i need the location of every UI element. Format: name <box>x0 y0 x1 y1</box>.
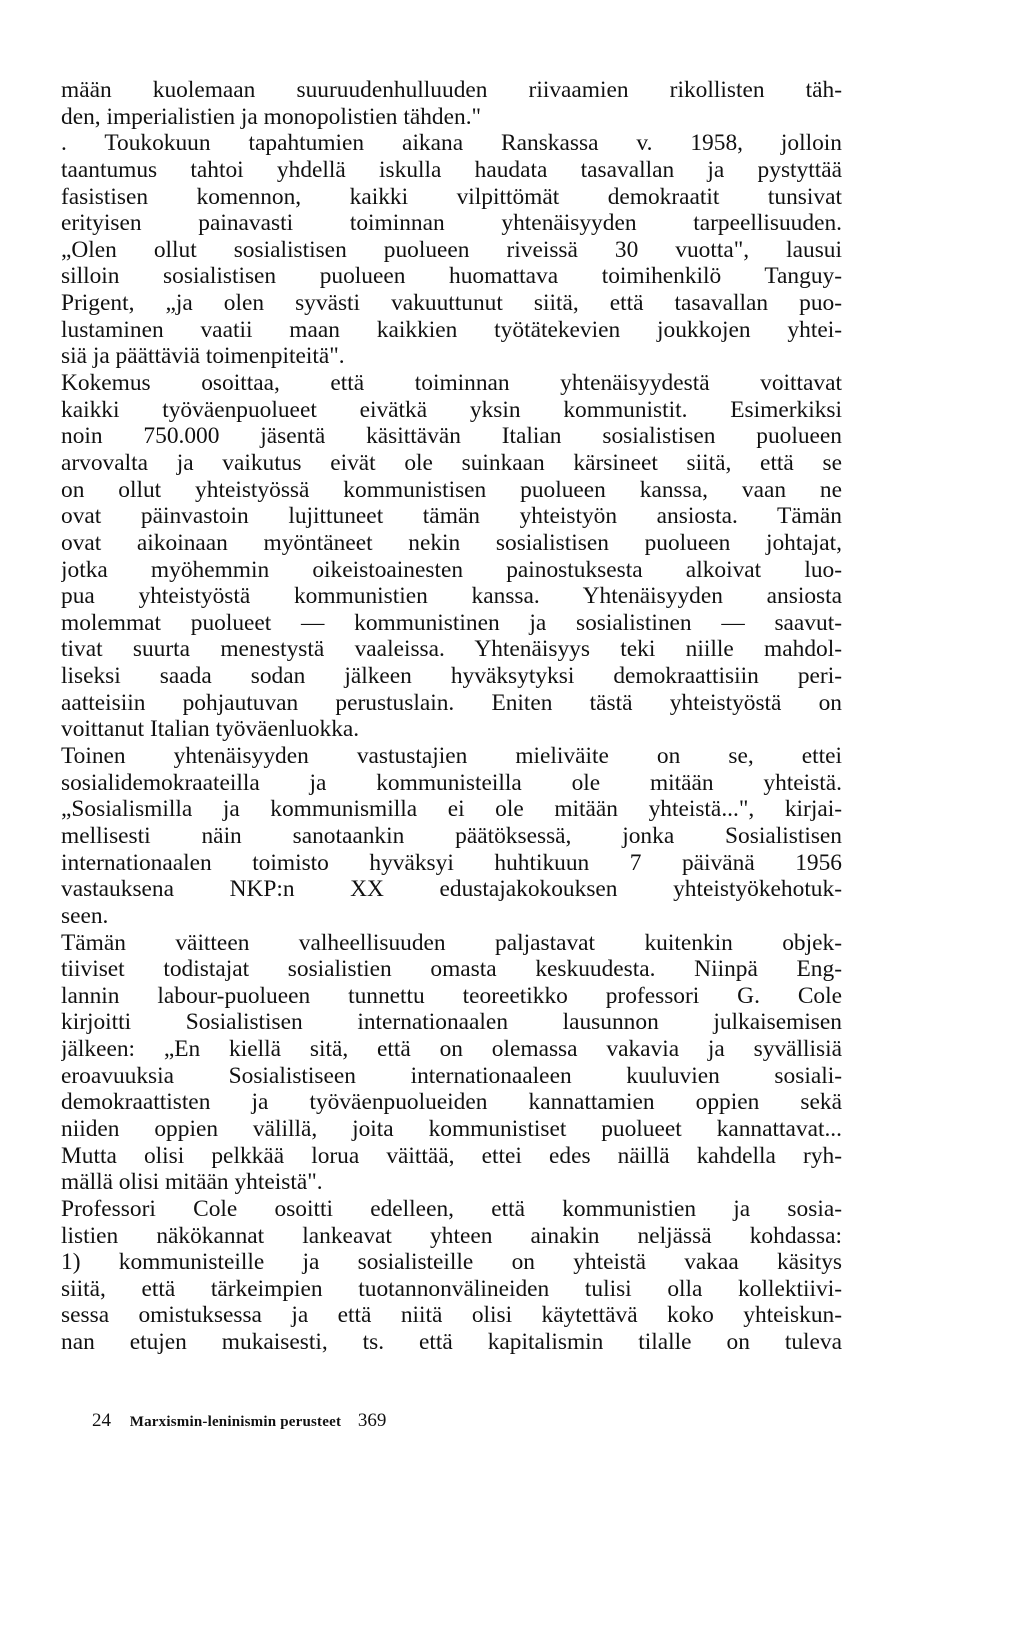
text-line: „Sosialismilla ja kommunismilla ei ole mitään yhteistä...", kirjai- <box>61 796 842 823</box>
text-line: fasistisen komennon, kaikki vilpittömät demokraatit tunsivat <box>61 183 842 210</box>
text-line: sessa omistuksessa ja että niitä olisi käytettävä koko yhteiskun- <box>61 1302 842 1329</box>
text-line: Tämän väitteen valheellisuuden paljastavat kuitenkin objek- <box>61 929 842 956</box>
text-line: niiden oppien välillä, joita kommunistiset puolueet kannattavat... <box>61 1115 842 1142</box>
text-line: listien näkökannat lankeavat yhteen ainakin neljässä kohdassa: <box>61 1222 842 1249</box>
text-line: mään kuolemaan suuruudenhulluuden riivaamien rikollisten täh- <box>61 77 842 103</box>
signature-title: Marxismin-leninismin perusteet <box>129 1414 342 1430</box>
text-line: ovat aikoinaan myöntäneet nekin sosialistisen puolueen johtajat, <box>61 529 842 556</box>
text-line: noin 750.000 jäsentä käsittävän Italian sosialistisen puolueen <box>61 423 842 450</box>
text-line: molemmat puolueet — kommunistinen ja sosialistinen — saavut- <box>61 609 842 636</box>
text-line: taantumus tahtoi yhdellä iskulla haudata tasavallan ja pystyttää <box>61 156 842 183</box>
text-line: kaikki työväenpuolueet eivätkä yksin kommunistit. Esimerkiksi <box>61 396 842 423</box>
text-line: „Olen ollut sosialistisen puolueen riveissä 30 vuotta", lausui <box>61 236 842 263</box>
text-line: voittanut Italian työväenluokka. <box>61 716 360 743</box>
text-line: pua yhteistyöstä kommunistien kanssa. Yhtenäisyyden ansiosta <box>61 583 842 610</box>
text-line: silloin sosialistisen puolueen huomattava toimihenkilö Tanguy- <box>61 263 842 290</box>
text-line: jotka myöhemmin oikeistoainesten painostuksesta alkoivat luo- <box>61 556 842 583</box>
text-line: on ollut yhteistyössä kommunistisen puolueen kanssa, vaan ne <box>61 476 842 503</box>
text-line: sosialidemokraateilla ja kommunisteilla ole mitään yhteistä. <box>61 769 842 796</box>
text-line: jälkeen: „En kiellä sitä, että on olemassa vakavia ja syvällisiä <box>61 1036 842 1063</box>
text-line: Toinen yhtenäisyyden vastustajien mieliväite on se, ettei <box>61 743 842 770</box>
text-line: kirjoitti Sosialistisen internationaalen lausunnon julkaisemisen <box>61 1009 842 1036</box>
page-footer <box>92 1410 386 1432</box>
text-line: erityisen painavasti toiminnan yhtenäisyyden tarpeellisuuden. <box>61 210 842 237</box>
text-line: internationaalen toimisto hyväksyi huhtikuun 7 päivänä 1956 <box>61 849 842 876</box>
text-line: seen. <box>61 902 109 929</box>
text-line: eroavuuksia Sosialistiseen internationaaleen kuuluvien sosiali- <box>61 1062 842 1089</box>
page-number: 369 <box>357 1410 387 1431</box>
body-text <box>61 77 842 1356</box>
text-line: demokraattisten ja työväenpuolueiden kannattamien oppien sekä <box>61 1089 842 1116</box>
text-line: tiiviset todistajat sosialistien omasta keskuudesta. Niinpä Eng- <box>61 956 842 983</box>
text-line: Prigent, „ja olen syvästi vakuuttunut siitä, että tasavallan puo- <box>61 290 842 317</box>
text-line: lannin labour-puolueen tunnettu teoreetikko professori G. Cole <box>61 982 842 1009</box>
text-line: Professori Cole osoitti edelleen, että kommunistien ja sosia- <box>61 1195 842 1222</box>
text-line: . Toukokuun tapahtumien aikana Ranskassa v. 1958, jolloin <box>61 130 842 157</box>
text-line: 1) kommunisteille ja sosialisteille on yhteistä vakaa käsitys <box>61 1249 842 1276</box>
text-line: liseksi saada sodan jälkeen hyväksytyksi demokraattisiin peri- <box>61 663 842 690</box>
text-line: nan etujen mukaisesti, ts. että kapitalismin tilalle on tuleva <box>61 1329 842 1356</box>
signature-number: 24 <box>92 1410 111 1431</box>
text-line: Mutta olisi pelkkää lorua väittää, ettei edes näillä kahdella ryh- <box>61 1142 842 1169</box>
text-line: Kokemus osoittaa, että toiminnan yhtenäisyydestä voittavat <box>61 370 842 397</box>
text-line: tivat suurta menestystä vaaleissa. Yhtenäisyys teki niille mahdol- <box>61 636 842 663</box>
text-line: siä ja päättäviä toimenpiteitä". <box>61 343 345 370</box>
text-line: den, imperialistien ja monopolistien tähden." <box>61 103 482 130</box>
text-line: ovat päinvastoin lujittuneet tämän yhteistyön ansiosta. Tämän <box>61 503 842 530</box>
text-line: arvovalta ja vaikutus eivät ole suinkaan kärsineet siitä, että se <box>61 449 842 476</box>
text-line: lustaminen vaatii maan kaikkien työtätekevien joukkojen yhtei- <box>61 316 842 343</box>
text-line: mellisesti näin sanotaankin päätöksessä, jonka Sosialistisen <box>61 822 842 849</box>
text-line: vastauksena NKP:n XX edustajakokouksen yhteistyökehotuk- <box>61 876 842 903</box>
text-line: siitä, että tärkeimpien tuotannonvälineiden tulisi olla kollektiivi- <box>61 1275 842 1302</box>
text-line: aatteisiin pohjautuvan perustuslain. Eniten tästä yhteistyöstä on <box>61 689 842 716</box>
text-line: mällä olisi mitään yhteistä". <box>61 1169 323 1196</box>
